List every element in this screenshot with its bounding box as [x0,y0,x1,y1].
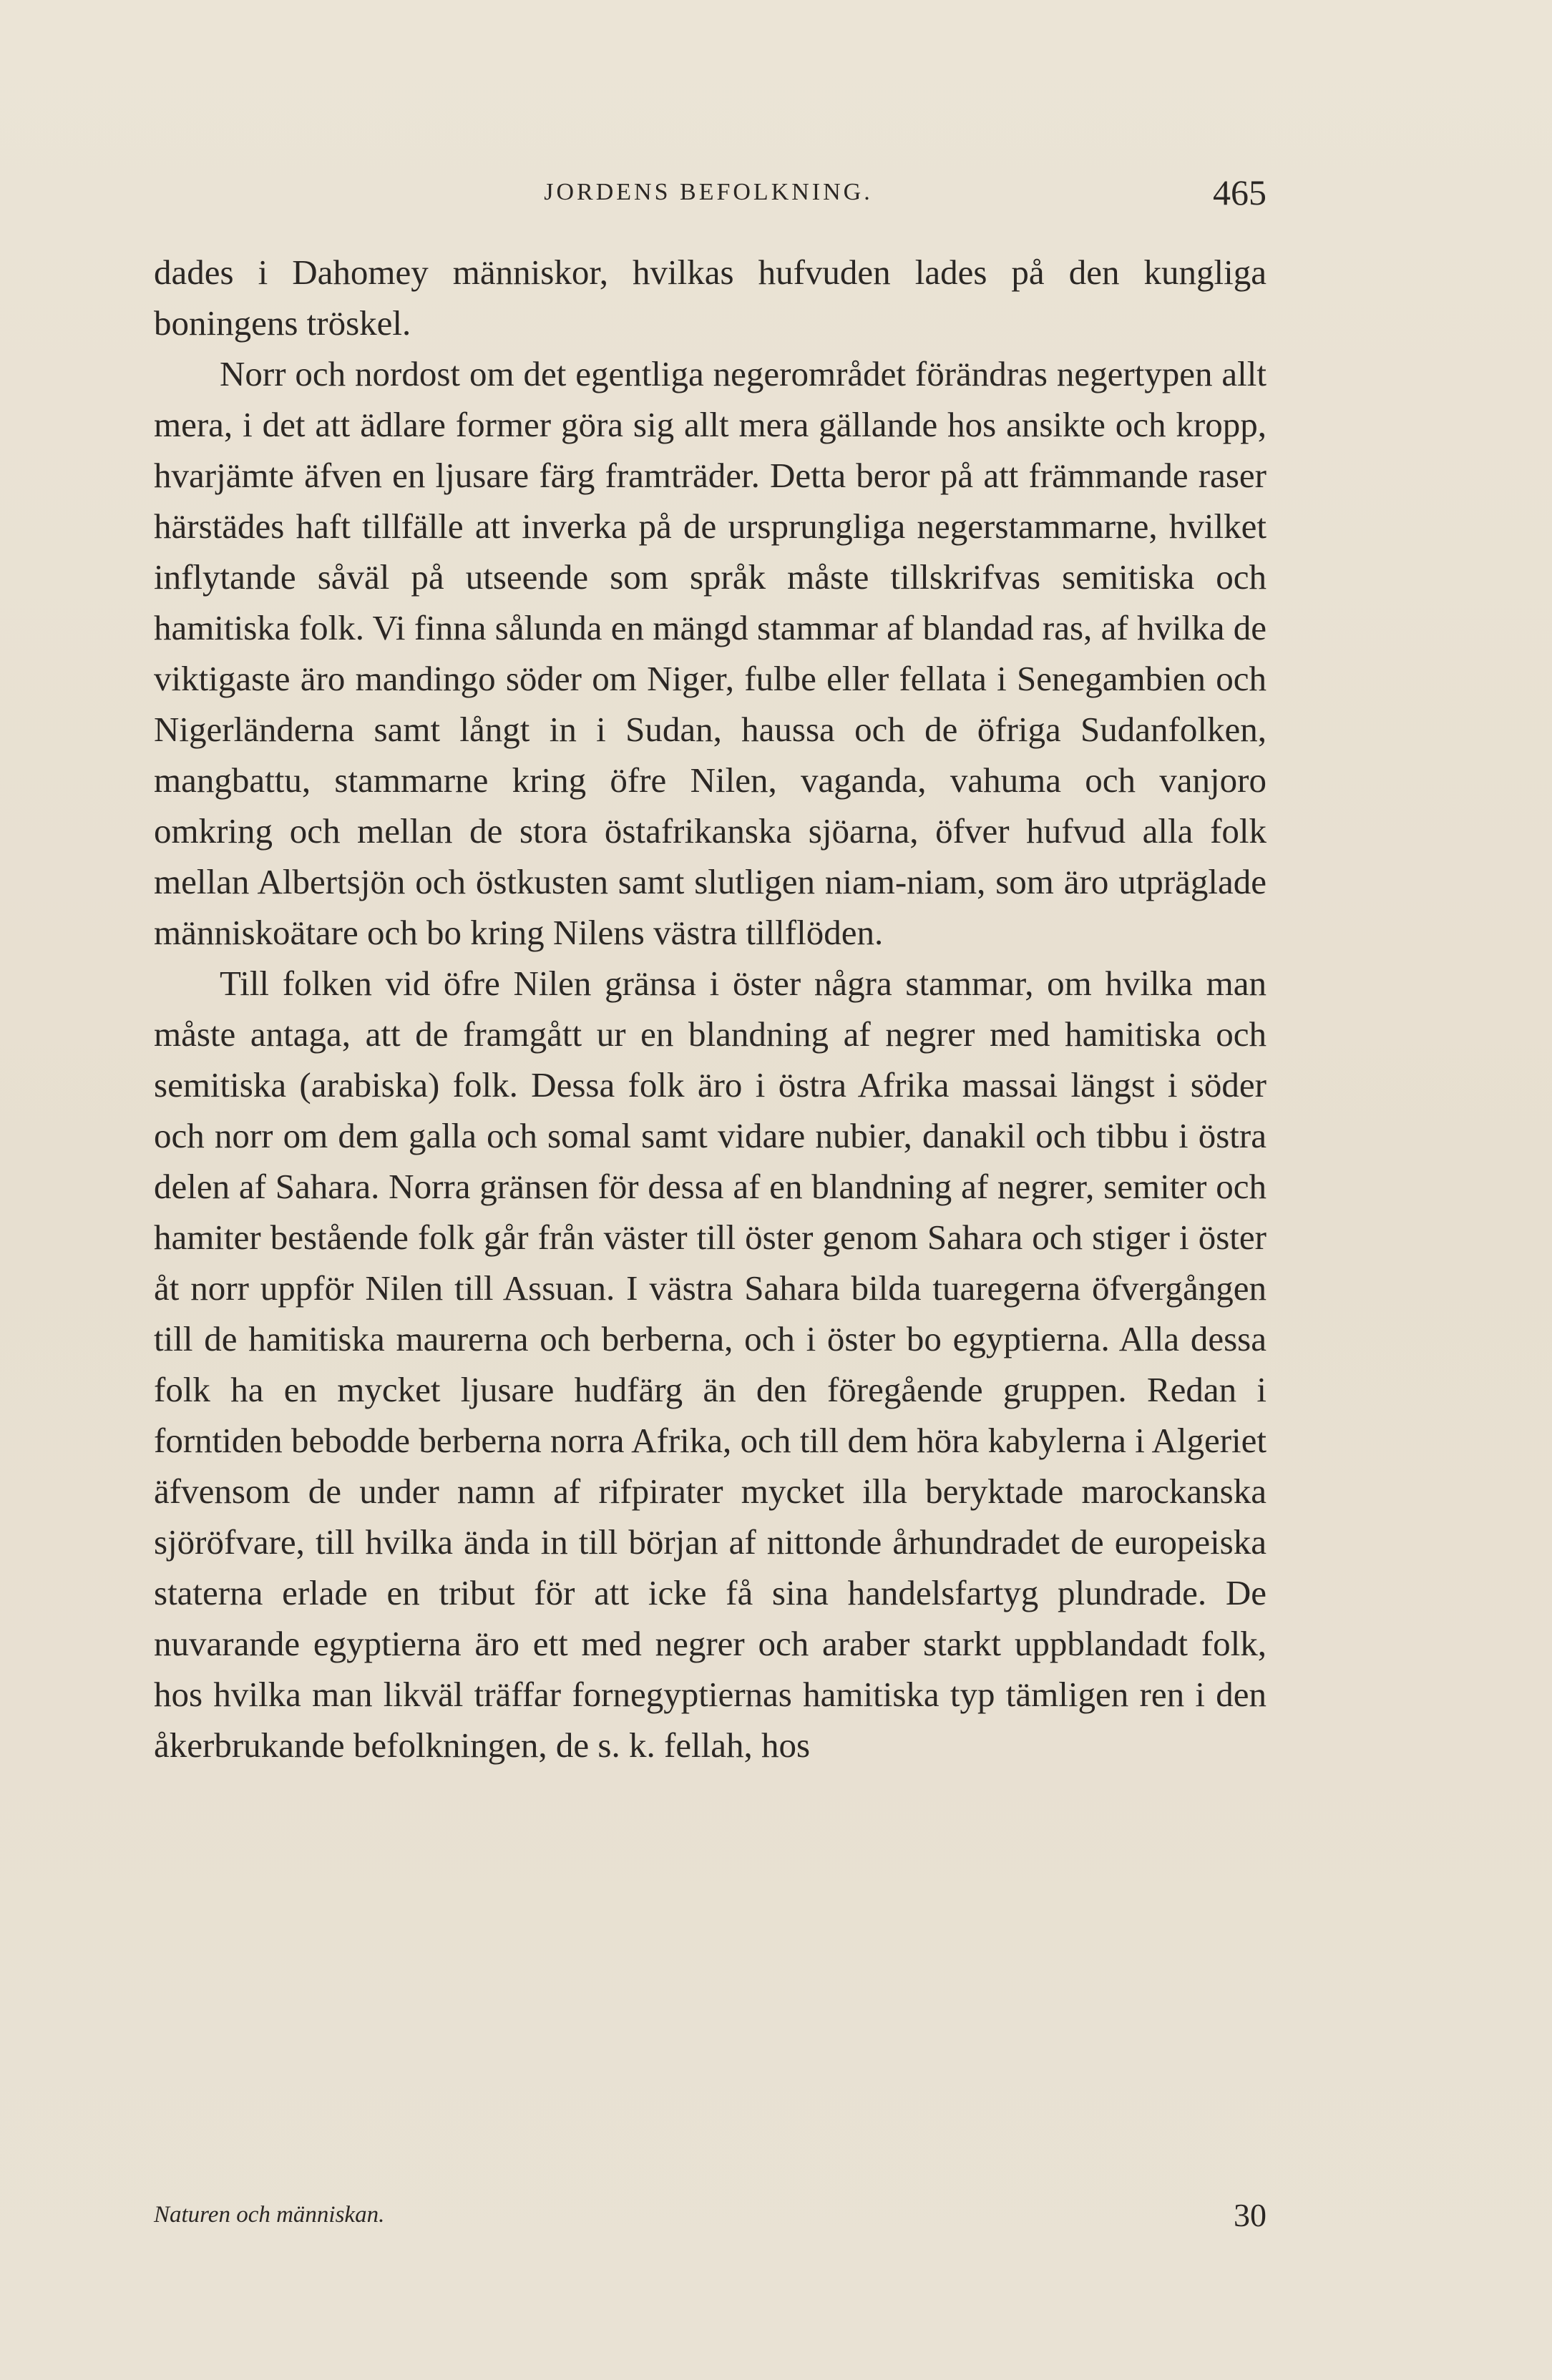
page-header [150,172,1267,236]
signature-mark: 30 [1234,2197,1267,2233]
paragraph-2: Norr och nordost om det egentliga negerområdet förändras negertypen allt mera, i det att ädlare former göra sig allt mera gällande hos ansikte och kropp, hvarjämte äfven en ljusare färg framträder. Detta beror på att främmande raser härstädes haft tillfälle att inverka på de ursprungliga negerstammarne, hvilket inflytande såväl på utseende som språk måste tillskrifvas semitiska och hamitiska folk. Vi finna sålunda en mängd stammar af blandad ras, af hvilka de viktigaste äro mandingo söder om Niger, fulbe eller fellata i Senegambien och Nigerländerna samt långt in i Sudan, haussa och de öfriga Sudanfolken, mangbattu, stammarne kring öfre Nilen, vaganda, vahuma och vanjoro omkring och mellan de stora östafrikanska sjöarna, öfver hufvud alla folk mellan Albertsjön och östkusten samt slutligen niam-niam, som äro utpräglade människoätare och bo kring Nilens västra tillflöden. [154,354,1267,952]
body-text [154,247,1267,1771]
running-head: JORDENS BEFOLKNING. [544,179,873,205]
page-footer [154,2196,1267,2246]
paragraph-3: Till folken vid öfre Nilen gränsa i öster några stammar, om hvilka man måste antaga, att de framgått ur en blandning af negrer med hamitiska och semitiska (arabiska) folk. Dessa folk äro i östra Afrika massai längst i söder och norr om dem galla och somal samt vidare nubier, danakil och tibbu i östra delen af Sahara. Norra gränsen för dessa af en blandning af negrer, semiter och hamiter bestående folk går från väster till öster genom Sahara och stiger i öster åt norr uppför Nilen till Assuan. I västra Sahara bilda tuaregerna öfvergången till de hamitiska maurerna och berberna, och i öster bo egyptierna. Alla dessa folk ha en mycket ljusare hudfärg än den föregående gruppen. Redan i forntiden bebodde berberna norra Afrika, och till dem höra kabylerna i Algeriet äfvensom de under namn af rifpirater mycket illa beryktade marockanska sjöröfvare, till hvilka ända in till början af nittonde århundradet de europeiska staterna erlade en tribut för att icke få sina handelsfartyg plundrade. De nuvarande egyptierna äro ett med negrer och araber starkt uppblandadt folk, hos hvilka man likväl träffar fornegyptiernas hamitiska typ tämligen ren i den åkerbrukande befolkningen, de s. k. fellah, hos [154,964,1267,1765]
footer-book-title: Naturen och människan. [154,2202,385,2228]
paragraph-1: dades i Dahomey människor, hvilkas hufvuden lades på den kungliga boningens tröskel. [154,253,1267,343]
page-number: 465 [1213,172,1267,212]
